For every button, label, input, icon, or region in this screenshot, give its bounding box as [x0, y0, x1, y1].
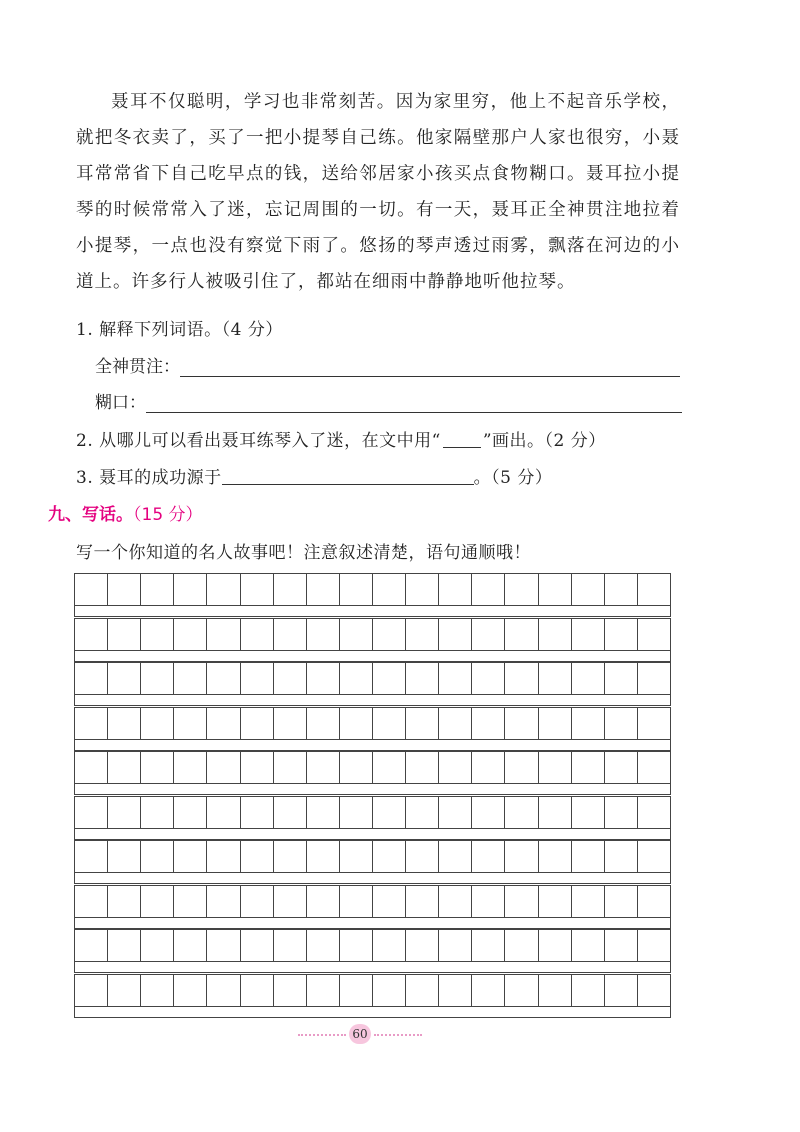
grid-cell[interactable]: [572, 663, 605, 694]
grid-cell[interactable]: [141, 708, 174, 739]
grid-cell[interactable]: [241, 619, 274, 650]
grid-cell[interactable]: [406, 752, 439, 783]
section-title: [48, 500, 203, 525]
grid-cell[interactable]: [241, 708, 274, 739]
grid-cell[interactable]: [539, 708, 572, 739]
grid-cell[interactable]: [274, 708, 307, 739]
grid-cell[interactable]: [572, 752, 605, 783]
grid-cell[interactable]: [307, 975, 340, 1006]
page-number: 60: [349, 1024, 371, 1044]
grid-cell[interactable]: [207, 797, 240, 828]
grid-cell[interactable]: [340, 797, 373, 828]
grid-cell[interactable]: [207, 841, 240, 872]
grid-cell[interactable]: [605, 663, 638, 694]
writing-prompt: 写一个你知道的名人故事吧！注意叙述清楚，语句通顺哦！: [76, 543, 531, 563]
grid-cell[interactable]: [141, 619, 174, 650]
grid-cell[interactable]: [505, 975, 538, 1006]
term2-row: [95, 388, 682, 413]
grid-row: [74, 796, 671, 840]
grid-cell[interactable]: [439, 708, 472, 739]
grid-cell[interactable]: [207, 663, 240, 694]
grid-cell[interactable]: [75, 574, 108, 605]
grid-cell[interactable]: [141, 975, 174, 1006]
grid-cell[interactable]: [439, 574, 472, 605]
grid-cell[interactable]: [307, 752, 340, 783]
grid-row: [74, 751, 671, 795]
grid-cell[interactable]: [340, 619, 373, 650]
grid-row-cells: [75, 841, 670, 873]
grid-cell[interactable]: [539, 663, 572, 694]
grid-row-cells: [75, 975, 670, 1007]
grid-cell[interactable]: [472, 930, 505, 961]
term1-answer-line[interactable]: [180, 358, 680, 377]
grid-cell[interactable]: [572, 930, 605, 961]
grid-cell[interactable]: [141, 841, 174, 872]
grid-cell[interactable]: [274, 886, 307, 917]
grid-cell[interactable]: [539, 619, 572, 650]
grid-cell[interactable]: [638, 841, 670, 872]
grid-cell[interactable]: [340, 975, 373, 1006]
grid-row-cells: [75, 886, 670, 918]
grid-cell[interactable]: [75, 752, 108, 783]
grid-cell[interactable]: [638, 886, 670, 917]
grid-cell[interactable]: [605, 574, 638, 605]
grid-cell[interactable]: [108, 975, 141, 1006]
reading-passage: [76, 84, 680, 300]
grid-cell[interactable]: [373, 708, 406, 739]
grid-cell[interactable]: [572, 797, 605, 828]
grid-cell[interactable]: [572, 841, 605, 872]
grid-cell[interactable]: [638, 975, 670, 1006]
grid-cell[interactable]: [75, 663, 108, 694]
grid-cell[interactable]: [406, 663, 439, 694]
grid-cell[interactable]: [373, 619, 406, 650]
grid-row: [74, 662, 671, 706]
grid-cell[interactable]: [340, 663, 373, 694]
grid-cell[interactable]: [572, 975, 605, 1006]
grid-cell[interactable]: [174, 841, 207, 872]
grid-cell[interactable]: [340, 752, 373, 783]
grid-row-cells: [75, 574, 670, 606]
grid-cell[interactable]: [108, 708, 141, 739]
grid-cell[interactable]: [207, 708, 240, 739]
grid-row-cells: [75, 752, 670, 784]
grid-cell[interactable]: [539, 797, 572, 828]
grid-cell[interactable]: [572, 708, 605, 739]
grid-cell[interactable]: [373, 841, 406, 872]
wavy-line-marker: [443, 431, 481, 448]
grid-cell[interactable]: [472, 752, 505, 783]
grid-row-cells: [75, 663, 670, 695]
grid-cell[interactable]: [274, 663, 307, 694]
grid-cell[interactable]: [439, 752, 472, 783]
grid-cell[interactable]: [605, 886, 638, 917]
grid-cell[interactable]: [108, 841, 141, 872]
grid-cell[interactable]: [241, 574, 274, 605]
question-2-prefix: 2. 从哪儿可以看出聂耳练琴入了迷，在文中用“: [76, 431, 441, 451]
grid-cell[interactable]: [505, 708, 538, 739]
grid-cell[interactable]: [174, 619, 207, 650]
grid-cell[interactable]: [472, 797, 505, 828]
grid-cell[interactable]: [108, 574, 141, 605]
grid-cell[interactable]: [274, 797, 307, 828]
grid-cell[interactable]: [439, 841, 472, 872]
grid-cell[interactable]: [75, 886, 108, 917]
grid-cell[interactable]: [75, 619, 108, 650]
grid-cell[interactable]: [505, 886, 538, 917]
grid-cell[interactable]: [75, 841, 108, 872]
grid-cell[interactable]: [174, 708, 207, 739]
grid-row-cells: [75, 797, 670, 829]
grid-cell[interactable]: [141, 930, 174, 961]
grid-cell[interactable]: [75, 930, 108, 961]
grid-cell[interactable]: [505, 574, 538, 605]
grid-cell[interactable]: [141, 886, 174, 917]
grid-cell[interactable]: [241, 797, 274, 828]
question-1: 1. 解释下列词语。（4 分）: [76, 320, 283, 340]
grid-cell[interactable]: [605, 930, 638, 961]
grid-cell[interactable]: [439, 886, 472, 917]
grid-cell[interactable]: [274, 930, 307, 961]
grid-row: [74, 929, 671, 973]
grid-cell[interactable]: [174, 752, 207, 783]
grid-row-cells: [75, 708, 670, 740]
grid-cell[interactable]: [505, 619, 538, 650]
grid-cell[interactable]: [539, 930, 572, 961]
question-2: [76, 426, 606, 451]
grid-cell[interactable]: [108, 663, 141, 694]
grid-cell[interactable]: [472, 841, 505, 872]
grid-cell[interactable]: [274, 752, 307, 783]
grid-cell[interactable]: [605, 841, 638, 872]
grid-cell[interactable]: [108, 886, 141, 917]
grid-cell[interactable]: [406, 574, 439, 605]
grid-cell[interactable]: [174, 930, 207, 961]
grid-cell[interactable]: [539, 975, 572, 1006]
grid-row-cells: [75, 619, 670, 651]
grid-row: [74, 618, 671, 662]
grid-cell[interactable]: [439, 930, 472, 961]
grid-cell[interactable]: [406, 619, 439, 650]
grid-cell[interactable]: [439, 619, 472, 650]
grid-cell[interactable]: [472, 663, 505, 694]
question-3-suffix: 。（5 分）: [473, 468, 553, 488]
question-3-answer-line[interactable]: [222, 468, 474, 485]
grid-cell[interactable]: [174, 574, 207, 605]
footer-dots-right: [374, 1034, 422, 1036]
grid-cell[interactable]: [307, 708, 340, 739]
grid-cell[interactable]: [174, 797, 207, 828]
grid-row: [74, 885, 671, 929]
grid-cell[interactable]: [340, 841, 373, 872]
grid-cell[interactable]: [241, 752, 274, 783]
grid-cell[interactable]: [572, 619, 605, 650]
grid-cell[interactable]: [307, 619, 340, 650]
grid-cell[interactable]: [472, 975, 505, 1006]
grid-cell[interactable]: [274, 975, 307, 1006]
grid-cell[interactable]: [174, 663, 207, 694]
grid-cell[interactable]: [505, 797, 538, 828]
grid-cell[interactable]: [505, 752, 538, 783]
grid-cell[interactable]: [406, 886, 439, 917]
footer-dots-left: [298, 1034, 346, 1036]
question-3-prefix: 3. 聂耳的成功源于: [76, 468, 222, 488]
grid-cell[interactable]: [605, 975, 638, 1006]
grid-cell[interactable]: [373, 752, 406, 783]
section-score: （15 分）: [133, 505, 203, 525]
question-3: [76, 463, 552, 488]
grid-cell[interactable]: [340, 886, 373, 917]
passage-text: 聂耳不仅聪明，学习也非常刻苦。因为家里穷，他上不起音乐学校，就把冬衣卖了，买了一把小提琴自己练。他家隔壁那户人家也很穷，小聂耳常常省下自己吃早点的钱，送给邻居家小孩买点食物糊口。聂耳拉小提琴的时候常常入了迷，忘记周围的一切。有一天，聂耳正全神贯注地拉着小提琴，一点也没有察觉下雨了。悠扬的琴声透过雨雾，飘落在河边的小道上。许多行人被吸引住了，都站在细雨中静静地听他拉琴。: [76, 92, 680, 292]
grid-cell[interactable]: [439, 663, 472, 694]
grid-cell[interactable]: [75, 708, 108, 739]
grid-cell[interactable]: [207, 752, 240, 783]
grid-cell[interactable]: [572, 574, 605, 605]
grid-cell[interactable]: [472, 708, 505, 739]
grid-cell[interactable]: [439, 797, 472, 828]
grid-cell[interactable]: [141, 663, 174, 694]
grid-row: [74, 974, 671, 1018]
grid-cell[interactable]: [505, 663, 538, 694]
grid-cell[interactable]: [307, 886, 340, 917]
grid-row: [74, 840, 671, 884]
grid-cell[interactable]: [340, 930, 373, 961]
grid-cell[interactable]: [141, 752, 174, 783]
grid-cell[interactable]: [307, 663, 340, 694]
grid-row: [74, 573, 671, 617]
grid-cell[interactable]: [241, 930, 274, 961]
grid-cell[interactable]: [638, 574, 670, 605]
grid-cell[interactable]: [108, 930, 141, 961]
page-footer: [298, 1024, 422, 1046]
grid-cell[interactable]: [241, 886, 274, 917]
grid-cell[interactable]: [307, 797, 340, 828]
grid-cell[interactable]: [406, 708, 439, 739]
grid-cell[interactable]: [75, 975, 108, 1006]
grid-cell[interactable]: [207, 930, 240, 961]
term1-label: 全神贯注：: [95, 357, 180, 377]
grid-cell[interactable]: [505, 930, 538, 961]
grid-cell[interactable]: [241, 663, 274, 694]
grid-cell[interactable]: [340, 574, 373, 605]
grid-cell[interactable]: [307, 574, 340, 605]
grid-cell[interactable]: [241, 841, 274, 872]
grid-cell[interactable]: [505, 841, 538, 872]
grid-cell[interactable]: [141, 797, 174, 828]
grid-cell[interactable]: [373, 663, 406, 694]
grid-cell[interactable]: [406, 930, 439, 961]
grid-cell[interactable]: [638, 663, 670, 694]
grid-cell[interactable]: [439, 975, 472, 1006]
grid-cell[interactable]: [406, 797, 439, 828]
grid-cell[interactable]: [605, 619, 638, 650]
term2-answer-line[interactable]: [146, 394, 682, 413]
grid-cell[interactable]: [638, 797, 670, 828]
section-title-text: 九、写话。: [48, 505, 133, 525]
grid-cell[interactable]: [605, 708, 638, 739]
grid-cell[interactable]: [406, 841, 439, 872]
grid-row: [74, 707, 671, 751]
grid-cell[interactable]: [638, 619, 670, 650]
grid-cell[interactable]: [373, 574, 406, 605]
grid-cell[interactable]: [373, 975, 406, 1006]
grid-cell[interactable]: [605, 797, 638, 828]
grid-cell[interactable]: [638, 752, 670, 783]
grid-cell[interactable]: [108, 752, 141, 783]
grid-cell[interactable]: [605, 752, 638, 783]
grid-cell[interactable]: [108, 797, 141, 828]
grid-cell[interactable]: [539, 574, 572, 605]
grid-row-cells: [75, 930, 670, 962]
grid-cell[interactable]: [274, 841, 307, 872]
grid-cell[interactable]: [472, 574, 505, 605]
grid-cell[interactable]: [406, 975, 439, 1006]
grid-cell[interactable]: [207, 619, 240, 650]
grid-cell[interactable]: [638, 708, 670, 739]
grid-cell[interactable]: [472, 886, 505, 917]
grid-cell[interactable]: [638, 930, 670, 961]
term2-label: 糊口：: [95, 393, 146, 413]
grid-cell[interactable]: [207, 574, 240, 605]
grid-cell[interactable]: [108, 619, 141, 650]
grid-cell[interactable]: [373, 797, 406, 828]
grid-cell[interactable]: [141, 574, 174, 605]
term1-row: [95, 352, 680, 377]
grid-cell[interactable]: [274, 619, 307, 650]
grid-cell[interactable]: [373, 886, 406, 917]
grid-cell[interactable]: [75, 797, 108, 828]
grid-cell[interactable]: [340, 708, 373, 739]
grid-cell[interactable]: [274, 574, 307, 605]
grid-cell[interactable]: [307, 841, 340, 872]
grid-cell[interactable]: [241, 975, 274, 1006]
grid-cell[interactable]: [307, 930, 340, 961]
grid-cell[interactable]: [207, 886, 240, 917]
grid-cell[interactable]: [472, 619, 505, 650]
grid-cell[interactable]: [207, 975, 240, 1006]
question-2-suffix: ”画出。（2 分）: [482, 431, 606, 451]
grid-cell[interactable]: [174, 886, 207, 917]
grid-cell[interactable]: [572, 886, 605, 917]
grid-cell[interactable]: [373, 930, 406, 961]
grid-cell[interactable]: [539, 752, 572, 783]
grid-cell[interactable]: [539, 841, 572, 872]
grid-cell[interactable]: [539, 886, 572, 917]
grid-cell[interactable]: [174, 975, 207, 1006]
